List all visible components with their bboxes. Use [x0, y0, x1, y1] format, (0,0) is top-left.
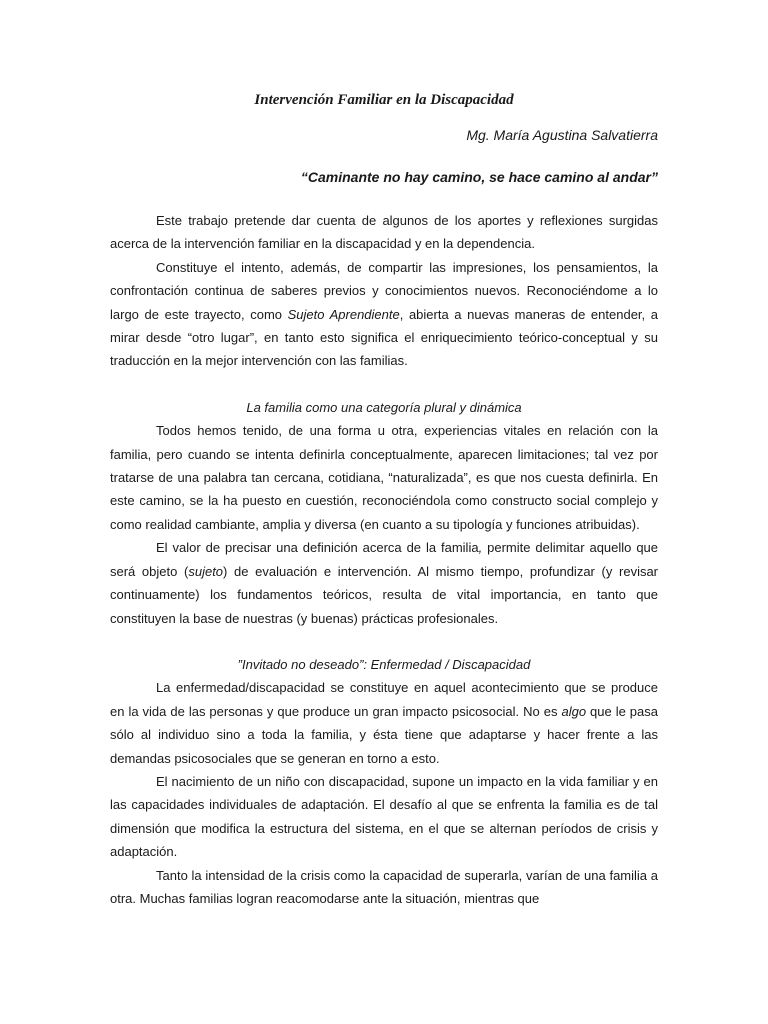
- paragraph-5: [110, 676, 658, 770]
- author-line: Mg. María Agustina Salvatierra: [466, 127, 658, 143]
- section-heading-familia: La familia como una categoría plural y dinámica: [246, 399, 522, 415]
- paragraph-2-text: Constituye el intento, además, de compartir las impresiones, los pensamientos, la confrontación continua de saberes previos y conocimientos nuevos. Reconociéndome a lo largo de este trayecto, como: [110, 259, 658, 322]
- paragraph-2-text-end: , abierta a nuevas maneras de entender, a mirar desde “otro lugar”, en tanto esto significa el enriquecimiento teórico-conceptual y su traducción en la mejor intervención con las familias.: [110, 306, 658, 369]
- paragraph-4-comma: ,: [478, 540, 483, 556]
- epigraph: “Caminante no hay camino, se hace camino al andar”: [300, 169, 658, 185]
- paragraph-4-text-end: ) de evaluación e intervención. Al mismo tiempo, profundizar (y revisar continuamente) los fundamentos teóricos, resulta de vital importancia, en tanto que constituyen la base de nuestras (y buenas) prácticas profesionales.: [110, 563, 659, 626]
- document-title: Intervención Familiar en la Discapacidad: [254, 92, 514, 108]
- paragraph-3: Todos hemos tenido, de una forma u otra, experiencias vitales en relación con la familia, pero cuando se intenta definirla conceptualmente, aparecen limitaciones; tal vez por tratarse de una palabra tan cercana, cotidiana, “naturalizada”, es que nos cuesta definirla. En este camino, se la ha puesto en cuestión, reconociéndola como constructo social complejo y como realidad cambiante, amplia y diversa (en cuanto a su tipología y funciones atribuidas).: [110, 423, 658, 532]
- paragraph-5-text: La enfermedad/discapacidad se constituye en aquel acontecimiento que se produce en la vida de las personas y que produce un gran impacto psicosocial. No es: [110, 680, 658, 719]
- document-body: [110, 209, 658, 910]
- paragraph-2-emphasis: Sujeto Aprendiente: [287, 306, 400, 322]
- paragraph-1: Este trabajo pretende dar cuenta de algunos de los aportes y reflexiones surgidas acerca de la intervención familiar en la discapacidad y en la dependencia.: [110, 213, 658, 252]
- paragraph-6: El nacimiento de un niño con discapacidad, supone un impacto en la vida familiar y en las capacidades individuales de adaptación. El desafío al que se enfrenta la familia es de tal dimensión que modifica la estructura del sistema, en el que se alternan períodos de crisis y adaptación.: [110, 773, 658, 860]
- paragraph-7: Tanto la intensidad de la crisis como la capacidad de superarla, varían de una familia a otra. Muchas familias logran reacomodarse ante la situación, mientras que: [110, 867, 658, 906]
- section-heading-invitado: ”Invitado no deseado”: Enfermedad / Discapacidad: [237, 656, 531, 672]
- paragraph-5-text-end: que le pasa sólo al individuo sino a toda la familia, y ésta tiene que adaptarse y hacer frente a las demandas psicosociales que se generan en torno a esto.: [110, 703, 658, 766]
- paragraph-5-emphasis: algo: [561, 703, 587, 719]
- paragraph-4-text: El valor de precisar una definición acerca de la familia: [156, 540, 479, 556]
- paragraph-4: [110, 536, 658, 630]
- paragraph-4-emphasis: sujeto: [188, 563, 224, 579]
- paragraph-2: [110, 256, 658, 373]
- paragraph-4-text-mid: permite delimitar aquello que será objeto (: [110, 540, 659, 579]
